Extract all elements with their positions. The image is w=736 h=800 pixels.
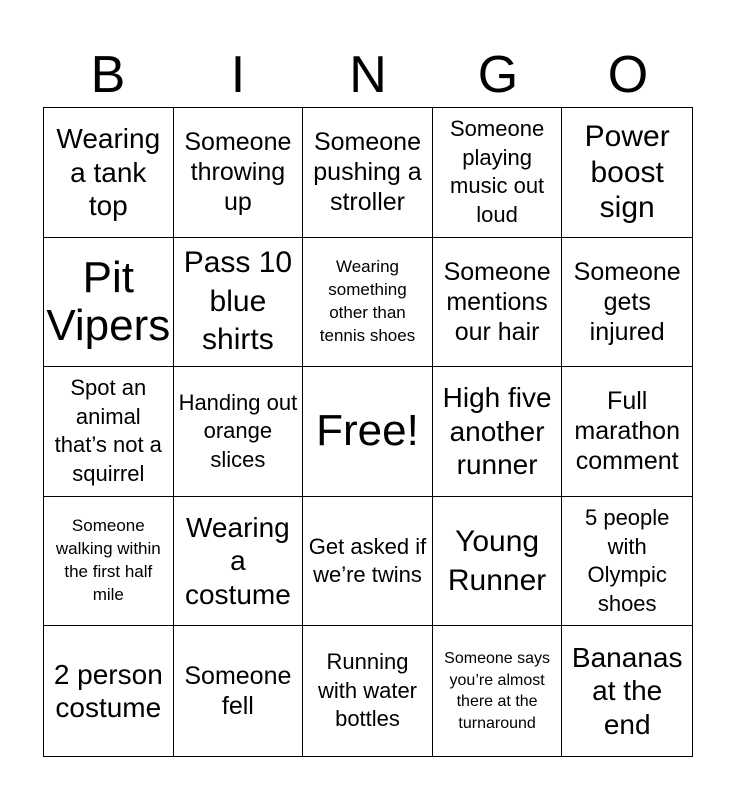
cell-text: Free! <box>316 406 419 456</box>
header-letter-o: O <box>607 46 649 104</box>
bingo-cell[interactable] <box>433 367 563 497</box>
bingo-cell[interactable] <box>174 626 304 756</box>
cell-text: Someone walking within the first half mile <box>55 516 161 605</box>
bingo-cell[interactable] <box>562 108 692 238</box>
cell-text: 2 person costume <box>53 658 163 724</box>
bingo-cell[interactable] <box>562 626 692 756</box>
bingo-cell[interactable] <box>44 238 174 368</box>
cell-text: Someone mentions our hair <box>443 257 551 346</box>
cell-text: Someone fell <box>184 662 292 721</box>
header-letter-n: N <box>349 46 387 104</box>
bingo-cell[interactable] <box>303 626 433 756</box>
cell-text: Young Runner <box>447 525 547 598</box>
cell-text: Someone pushing a stroller <box>313 128 422 217</box>
bingo-cell[interactable] <box>303 497 433 627</box>
cell-text: 5 people with Olympic shoes <box>584 504 670 616</box>
cell-text: Pit Vipers <box>46 252 171 350</box>
bingo-cell[interactable] <box>433 108 563 238</box>
cell-text: Power boost sign <box>584 120 670 224</box>
bingo-cell[interactable] <box>44 497 174 627</box>
cell-text: Someone gets injured <box>573 257 681 346</box>
cell-text: Wearing a costume <box>184 511 291 610</box>
cell-text: Pass 10 blue shirts <box>183 246 293 357</box>
bingo-cell[interactable] <box>433 497 563 627</box>
cell-text: Full marathon comment <box>574 387 680 476</box>
bingo-cell[interactable] <box>174 238 304 368</box>
bingo-cell[interactable] <box>562 238 692 368</box>
bingo-cell[interactable] <box>44 367 174 497</box>
header-letter-b: B <box>90 46 126 104</box>
bingo-cell[interactable] <box>433 238 563 368</box>
cell-text: Bananas at the end <box>571 641 683 740</box>
cell-text: Wearing something other than tennis shoes <box>319 257 416 345</box>
bingo-cell[interactable] <box>562 497 692 627</box>
header-letter-i: I <box>230 46 246 104</box>
bingo-cell[interactable] <box>433 626 563 756</box>
bingo-cell[interactable] <box>174 108 304 238</box>
bingo-cell[interactable] <box>44 626 174 756</box>
bingo-board <box>43 107 693 757</box>
header-letter-g: G <box>477 46 519 104</box>
bingo-cell[interactable] <box>303 108 433 238</box>
bingo-header <box>43 44 693 106</box>
cell-text: High five another runner <box>442 382 552 481</box>
cell-text: Wearing a tank top <box>56 122 161 222</box>
cell-text: Someone playing music out loud <box>450 116 545 227</box>
cell-text: Someone says you’re almost there at the turnaround <box>444 650 551 732</box>
cell-text: Running with water bottles <box>317 649 418 732</box>
cell-text: Get asked if we’re twins <box>308 533 427 588</box>
cell-text: Handing out orange slices <box>178 389 298 472</box>
bingo-cell[interactable] <box>562 367 692 497</box>
bingo-cell[interactable] <box>174 497 304 627</box>
bingo-cell[interactable] <box>303 238 433 368</box>
bingo-cell[interactable] <box>174 367 304 497</box>
bingo-cell[interactable] <box>44 108 174 238</box>
free-space[interactable] <box>303 367 433 497</box>
cell-text: Spot an animal that’s not a squirrel <box>54 375 162 487</box>
cell-text: Someone throwing up <box>184 128 292 217</box>
